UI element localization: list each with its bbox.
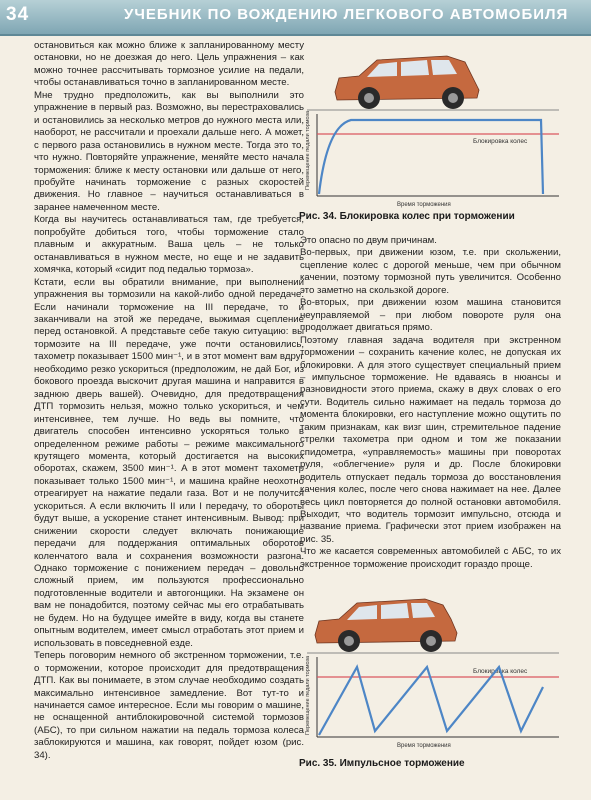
x-axis-label: Время торможения	[397, 743, 451, 749]
paragraph: Во-вторых, при движении юзом машина становится неуправляемой – при любом повороте руля она продолжает двигаться прямо.	[300, 297, 561, 334]
blocking-label: Блокировка колес	[473, 138, 528, 145]
paragraph: Это опасно по двум причинам.	[300, 235, 437, 246]
paragraph: Поэтому главная задача водителя при экстренном торможении – сохранить качение колес, не допуская их блокировки. А для этого существует специальный прием – импульсное торможение. Не вдаваясь в нюансы и разновидности этого приема, скажу в двух словах о его сути. Водитель сильно нажимает на педаль тормоза до момента блокировки, его наступление можно ощутить по таким признакам, как визг шин, стремительное падение стрелки тахометра при одном и том же показании спидометра, «управляемость» машины при поворотах руля, «облегчение» руля и др. После блокировки водитель отпускает педаль тормоза до восстановления качения колес, после чего снова нажимает на нее. Далее весь цикл повторяется до полной остановки автомобиля. Выходит, что водитель тормозит импульсно, отсюда и название приема. Графически этот прием изображен на рис. 35.	[300, 334, 561, 545]
figure-35-caption: Рис. 35. Импульсное торможение	[299, 758, 465, 769]
paragraph: Мне трудно предположить, как вы выполнили это упражнение в первый раз. Возможно, вы перестраховались и остановились за несколько метров до нужного места или, наоборот, не рассчитали и проехали дальше него. А может, с первого раза остановились в нужном месте. Тогда это то, что нужно. Повторяйте упражнение, меняйте место начала торможения: ближе к месту остановки или дальше от него, пробуйте начинать торможение с разных скоростей движения. Но главное – научиться останавливаться в заранее намеченном месте.	[34, 89, 304, 213]
paragraph: Кстати, если вы обратили внимание, при выполнении упражнения вы тормозили на какой-либо одной передаче. Если начинали торможение на III передаче, то и заканчивали на этой же передаче, выжимая сцепление перед остановкой. А представьте себе такую ситуацию: вы тормозите на III передаче, уже почти остановились, тахометр показывает 1500 мин⁻¹, и в этот момент вам вдруг необходимо резко ускориться (предположим, не дай Бог, из бокового проезда выскочит другая машина и направится в заднюю дверь вашей). Очевидно, для предотвращения ДТП тормозить нельзя, можно только ускориться, и чем интенсивнее, тем лучше. Но ведь вы помните, что двигатель способен интенсивно ускоряться только в определенном режиме работы – режиме максимального крутящего момента, который достигается на высоких оборотах, скажем, 3500 мин⁻¹. А в этот момент тахометр показывает только 1500 мин⁻¹, и машина крайне неохотно отреагирует на нажатие педали газа. Вот и не получится ускориться. А если включить II или I передачу, то обороты будут выше, а ускорение станет интенсивным. Вывод: при снижении скорости следует включать понижающие передачи для поддержания оптимальных оборотов коленчатого вала и сохранения возможности разгона. Однако торможение с понижением передач – довольно сложный прием, им пользуются профессионально подготовленные водители и автогонщики. На экзамене он вам не понадобится, поэтому сейчас мы его отрабатывать не будем. Но на будущее имейте в виду, когда вы станете опытным водителем, имеет смысл отработать этот прием и использовать в повседневной езде.	[34, 276, 304, 649]
y-axis-label: Перемещение педали тормоза	[305, 110, 311, 190]
book-title: УЧЕБНИК ПО ВОЖДЕНИЮ ЛЕГКОВОГО АВТОМОБИЛЯ	[124, 6, 569, 23]
paragraph: Теперь поговорим немного об экстренном торможении, т.е. о торможении, которое происходит для предотвращения ДТП. Как вы понимаете, в этом случае необходимо создать максимально интенсивное замедление. Вот тут-то и начинается самое интересное. Если мы говорим о машине, не оснащенной антиблокировочной системой тормозов (АБС), то при сильном нажатии на педаль тормоза колеса заблокируются и машина, как говорят, пойдет юзом (рис. 34).	[34, 650, 304, 761]
y-axis-label: Перемещение педали тормоза	[305, 655, 311, 735]
blocking-label: Блокировка колес	[473, 668, 528, 675]
x-axis-label: Время торможения	[397, 202, 451, 208]
left-text-column	[34, 40, 304, 788]
paragraph: остановиться как можно ближе к запланированному месту остановки, но не доезжая до него. Цель упражнения – как можно точнее рассчитывать тормозное усилие на педали, чтобы останавливаться точно в запланированном месте.	[34, 40, 304, 89]
right-text-column	[300, 235, 561, 575]
pedal-curve	[319, 120, 543, 194]
paragraph: Во-первых, при движении юзом, т.е. при скольжении, сцепление колес с дорогой меньше, чем при обычном качении, поэтому тормозной путь увеличится. Особенно это заметно на скользкой дороге.	[300, 247, 561, 296]
figure-34	[297, 38, 565, 216]
figure-34-caption: Рис. 34. Блокировка колес при торможении	[299, 211, 515, 222]
paragraph: Что же касается современных автомобилей с АБС, то их экстренное торможение происходит гораздо проще.	[300, 546, 561, 570]
car-illustration	[335, 56, 479, 109]
page-number: 34	[6, 4, 30, 25]
car-illustration	[315, 599, 457, 652]
page-header	[0, 0, 591, 36]
paragraph: Когда вы научитесь останавливаться там, где требуется, попробуйте добиться того, чтобы торможение стало плавным и аккуратным. Ваша цель – не только останавливаться в нужном месте, но еще и не задавить хомячка, который «сидит под педалью тормоза».	[34, 214, 304, 276]
figure-35	[297, 585, 565, 757]
